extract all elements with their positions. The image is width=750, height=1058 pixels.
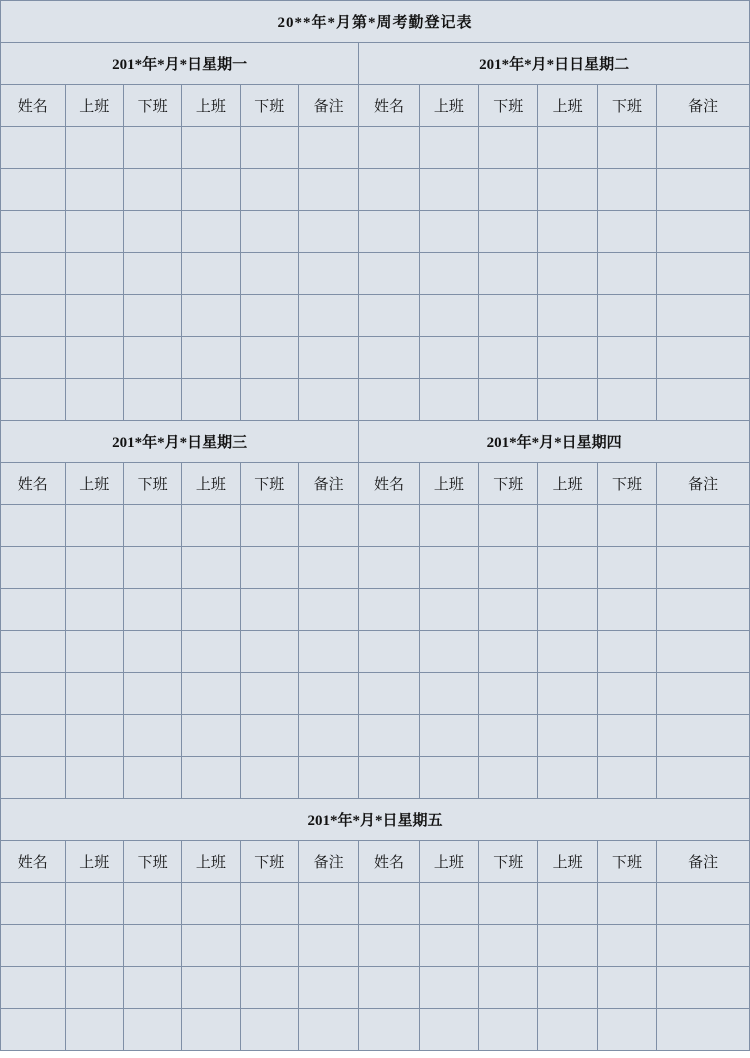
table-body bbox=[1, 1, 750, 1051]
cell-out2[interactable] bbox=[240, 757, 298, 799]
cell-note[interactable] bbox=[657, 757, 750, 799]
cell-name[interactable] bbox=[359, 757, 419, 799]
cell-name[interactable] bbox=[359, 925, 419, 967]
cell-out2[interactable] bbox=[597, 505, 656, 547]
cell-out2[interactable] bbox=[240, 127, 298, 169]
cell-in2[interactable] bbox=[538, 967, 597, 1009]
cell-out2[interactable] bbox=[597, 1009, 656, 1051]
cell-out2[interactable] bbox=[240, 589, 298, 631]
cell-in2[interactable] bbox=[182, 505, 240, 547]
cell-in1[interactable] bbox=[419, 925, 478, 967]
cell-name[interactable] bbox=[1, 673, 66, 715]
cell-in2[interactable] bbox=[182, 127, 240, 169]
cell-in1[interactable] bbox=[419, 211, 478, 253]
cell-note[interactable] bbox=[298, 547, 358, 589]
cell-out1[interactable] bbox=[123, 505, 181, 547]
cell-in1[interactable] bbox=[65, 379, 123, 421]
cell-out2[interactable] bbox=[597, 379, 656, 421]
cell-name[interactable] bbox=[359, 673, 419, 715]
cell-name[interactable] bbox=[359, 547, 419, 589]
cell-note[interactable] bbox=[298, 211, 358, 253]
cell-out2[interactable] bbox=[597, 967, 656, 1009]
table-row[interactable] bbox=[1, 757, 750, 799]
table-row[interactable] bbox=[1, 337, 750, 379]
cell-out1[interactable] bbox=[479, 715, 538, 757]
table-row[interactable] bbox=[1, 925, 750, 967]
col-header-out2-left-3: 下班 bbox=[240, 841, 298, 883]
cell-in2[interactable] bbox=[538, 1009, 597, 1051]
cell-name[interactable] bbox=[1, 547, 66, 589]
cell-in1[interactable] bbox=[65, 127, 123, 169]
cell-in1[interactable] bbox=[419, 715, 478, 757]
table-row[interactable] bbox=[1, 379, 750, 421]
cell-in2[interactable] bbox=[182, 715, 240, 757]
cell-out1[interactable] bbox=[123, 295, 181, 337]
cell-out1[interactable] bbox=[123, 715, 181, 757]
cell-out2[interactable] bbox=[597, 169, 656, 211]
col-header-note-left-1: 备注 bbox=[298, 85, 358, 127]
table-row[interactable] bbox=[1, 715, 750, 757]
cell-in2[interactable] bbox=[538, 127, 597, 169]
cell-note[interactable] bbox=[657, 631, 750, 673]
cell-name[interactable] bbox=[1, 169, 66, 211]
cell-out1[interactable] bbox=[479, 631, 538, 673]
col-header-out1-right-1: 下班 bbox=[479, 85, 538, 127]
cell-name[interactable] bbox=[1, 1009, 66, 1051]
cell-name[interactable] bbox=[1, 967, 66, 1009]
cell-in1[interactable] bbox=[419, 169, 478, 211]
col-header-name-right-1: 姓名 bbox=[359, 85, 419, 127]
cell-note[interactable] bbox=[298, 1009, 358, 1051]
cell-in1[interactable] bbox=[419, 547, 478, 589]
cell-name[interactable] bbox=[1, 379, 66, 421]
cell-note[interactable] bbox=[657, 925, 750, 967]
cell-out1[interactable] bbox=[479, 925, 538, 967]
cell-out2[interactable] bbox=[597, 253, 656, 295]
cell-in1[interactable] bbox=[419, 337, 478, 379]
cell-in2[interactable] bbox=[182, 1009, 240, 1051]
cell-out1[interactable] bbox=[123, 757, 181, 799]
cell-name[interactable] bbox=[359, 589, 419, 631]
cell-name[interactable] bbox=[359, 1009, 419, 1051]
cell-in1[interactable] bbox=[65, 715, 123, 757]
col-header-name-left-2: 姓名 bbox=[1, 463, 66, 505]
cell-in2[interactable] bbox=[182, 169, 240, 211]
cell-in2[interactable] bbox=[538, 715, 597, 757]
cell-in2[interactable] bbox=[538, 631, 597, 673]
cell-in2[interactable] bbox=[182, 589, 240, 631]
cell-out2[interactable] bbox=[240, 883, 298, 925]
cell-out2[interactable] bbox=[240, 631, 298, 673]
cell-out1[interactable] bbox=[123, 1009, 181, 1051]
cell-out2[interactable] bbox=[597, 883, 656, 925]
cell-name[interactable] bbox=[1, 589, 66, 631]
cell-in2[interactable] bbox=[538, 883, 597, 925]
cell-note[interactable] bbox=[298, 757, 358, 799]
cell-in2[interactable] bbox=[182, 211, 240, 253]
cell-name[interactable] bbox=[359, 379, 419, 421]
cell-note[interactable] bbox=[298, 967, 358, 1009]
col-header-out2-left-1: 下班 bbox=[240, 85, 298, 127]
cell-name[interactable] bbox=[359, 169, 419, 211]
cell-in2[interactable] bbox=[538, 169, 597, 211]
cell-name[interactable] bbox=[359, 127, 419, 169]
cell-out2[interactable] bbox=[240, 169, 298, 211]
col-header-name-right-2: 姓名 bbox=[359, 463, 419, 505]
page-title: 20**年*月第*周考勤登记表 bbox=[1, 1, 750, 43]
cell-out1[interactable] bbox=[123, 211, 181, 253]
cell-in1[interactable] bbox=[419, 505, 478, 547]
table-row[interactable] bbox=[1, 505, 750, 547]
cell-out1[interactable] bbox=[123, 337, 181, 379]
cell-in1[interactable] bbox=[65, 505, 123, 547]
cell-out2[interactable] bbox=[240, 967, 298, 1009]
col-header-in1-right-1: 上班 bbox=[419, 85, 478, 127]
cell-in1[interactable] bbox=[65, 631, 123, 673]
cell-out2[interactable] bbox=[240, 211, 298, 253]
cell-out2[interactable] bbox=[597, 757, 656, 799]
cell-in2[interactable] bbox=[538, 589, 597, 631]
cell-in2[interactable] bbox=[538, 673, 597, 715]
table-row[interactable] bbox=[1, 127, 750, 169]
cell-name[interactable] bbox=[359, 211, 419, 253]
table-row[interactable] bbox=[1, 967, 750, 1009]
cell-in1[interactable] bbox=[65, 169, 123, 211]
cell-note[interactable] bbox=[657, 673, 750, 715]
cell-out1[interactable] bbox=[123, 379, 181, 421]
cell-note[interactable] bbox=[298, 925, 358, 967]
cell-in1[interactable] bbox=[419, 1009, 478, 1051]
cell-in1[interactable] bbox=[419, 253, 478, 295]
cell-note[interactable] bbox=[298, 337, 358, 379]
cell-note[interactable] bbox=[298, 715, 358, 757]
cell-out1[interactable] bbox=[123, 169, 181, 211]
cell-out2[interactable] bbox=[240, 379, 298, 421]
cell-out1[interactable] bbox=[479, 337, 538, 379]
cell-in2[interactable] bbox=[538, 253, 597, 295]
day-label-tuesday: 201*年*月*日日星期二 bbox=[359, 43, 750, 85]
cell-name[interactable] bbox=[359, 337, 419, 379]
cell-out1[interactable] bbox=[123, 883, 181, 925]
cell-name[interactable] bbox=[359, 631, 419, 673]
cell-out1[interactable] bbox=[479, 673, 538, 715]
cell-out2[interactable] bbox=[240, 547, 298, 589]
table-row[interactable] bbox=[1, 211, 750, 253]
cell-out2[interactable] bbox=[597, 547, 656, 589]
cell-name[interactable] bbox=[1, 295, 66, 337]
cell-name[interactable] bbox=[1, 505, 66, 547]
cell-out1[interactable] bbox=[479, 253, 538, 295]
cell-in1[interactable] bbox=[419, 673, 478, 715]
cell-in2[interactable] bbox=[182, 295, 240, 337]
cell-in2[interactable] bbox=[538, 925, 597, 967]
table-row[interactable] bbox=[1, 253, 750, 295]
cell-name[interactable] bbox=[1, 127, 66, 169]
day-label-wednesday: 201*年*月*日星期三 bbox=[1, 421, 359, 463]
cell-name[interactable] bbox=[359, 295, 419, 337]
cell-out2[interactable] bbox=[597, 925, 656, 967]
cell-in1[interactable] bbox=[65, 673, 123, 715]
cell-name[interactable] bbox=[359, 715, 419, 757]
cell-note[interactable] bbox=[298, 505, 358, 547]
col-header-in2-left-1: 上班 bbox=[182, 85, 240, 127]
col-header-in1-left-3: 上班 bbox=[65, 841, 123, 883]
cell-in1[interactable] bbox=[65, 1009, 123, 1051]
cell-name[interactable] bbox=[1, 883, 66, 925]
cell-note[interactable] bbox=[657, 379, 750, 421]
cell-note[interactable] bbox=[657, 967, 750, 1009]
col-header-in1-left-2: 上班 bbox=[65, 463, 123, 505]
cell-note[interactable] bbox=[298, 253, 358, 295]
col-header-out2-left-2: 下班 bbox=[240, 463, 298, 505]
title-row bbox=[1, 1, 750, 43]
day-header-row-1 bbox=[1, 43, 750, 85]
col-header-name-left-3: 姓名 bbox=[1, 841, 66, 883]
cell-note[interactable] bbox=[298, 631, 358, 673]
cell-name[interactable] bbox=[1, 337, 66, 379]
cell-out1[interactable] bbox=[123, 631, 181, 673]
cell-in2[interactable] bbox=[182, 883, 240, 925]
cell-in1[interactable] bbox=[65, 967, 123, 1009]
cell-note[interactable] bbox=[657, 883, 750, 925]
cell-out2[interactable] bbox=[240, 673, 298, 715]
cell-out2[interactable] bbox=[597, 631, 656, 673]
cell-in1[interactable] bbox=[65, 295, 123, 337]
cell-in1[interactable] bbox=[419, 883, 478, 925]
day-label-friday: 201*年*月*日星期五 bbox=[1, 799, 750, 841]
cell-note[interactable] bbox=[298, 883, 358, 925]
col-header-in1-right-3: 上班 bbox=[419, 841, 478, 883]
cell-note[interactable] bbox=[298, 589, 358, 631]
day-header-row-3 bbox=[1, 799, 750, 841]
col-header-note-right-1: 备注 bbox=[657, 85, 750, 127]
cell-in2[interactable] bbox=[182, 631, 240, 673]
col-header-in1-left-1: 上班 bbox=[65, 85, 123, 127]
cell-in1[interactable] bbox=[65, 547, 123, 589]
cell-name[interactable] bbox=[359, 253, 419, 295]
cell-out1[interactable] bbox=[479, 169, 538, 211]
cell-in1[interactable] bbox=[65, 253, 123, 295]
cell-out2[interactable] bbox=[240, 925, 298, 967]
col-header-out2-right-1: 下班 bbox=[597, 85, 656, 127]
cell-out1[interactable] bbox=[479, 295, 538, 337]
cell-in1[interactable] bbox=[65, 883, 123, 925]
cell-in1[interactable] bbox=[419, 631, 478, 673]
cell-note[interactable] bbox=[298, 169, 358, 211]
column-header-row-2 bbox=[1, 463, 750, 505]
col-header-in2-right-3: 上班 bbox=[538, 841, 597, 883]
cell-out2[interactable] bbox=[240, 1009, 298, 1051]
cell-in1[interactable] bbox=[65, 757, 123, 799]
cell-note[interactable] bbox=[298, 379, 358, 421]
cell-out2[interactable] bbox=[240, 505, 298, 547]
cell-out2[interactable] bbox=[597, 295, 656, 337]
col-header-out1-right-2: 下班 bbox=[479, 463, 538, 505]
cell-name[interactable] bbox=[359, 883, 419, 925]
cell-out2[interactable] bbox=[240, 295, 298, 337]
cell-name[interactable] bbox=[1, 211, 66, 253]
cell-out1[interactable] bbox=[123, 925, 181, 967]
cell-in2[interactable] bbox=[538, 337, 597, 379]
cell-out1[interactable] bbox=[479, 379, 538, 421]
cell-in2[interactable] bbox=[182, 253, 240, 295]
cell-out1[interactable] bbox=[479, 883, 538, 925]
cell-out1[interactable] bbox=[123, 253, 181, 295]
cell-in1[interactable] bbox=[65, 925, 123, 967]
cell-in2[interactable] bbox=[182, 379, 240, 421]
cell-name[interactable] bbox=[1, 631, 66, 673]
cell-note[interactable] bbox=[657, 337, 750, 379]
table-row[interactable] bbox=[1, 169, 750, 211]
table-row[interactable] bbox=[1, 547, 750, 589]
cell-name[interactable] bbox=[359, 505, 419, 547]
table-row[interactable] bbox=[1, 295, 750, 337]
cell-in2[interactable] bbox=[538, 211, 597, 253]
day-label-monday: 201*年*月*日星期一 bbox=[1, 43, 359, 85]
cell-out1[interactable] bbox=[479, 505, 538, 547]
cell-in2[interactable] bbox=[538, 505, 597, 547]
col-header-in1-right-2: 上班 bbox=[419, 463, 478, 505]
cell-note[interactable] bbox=[657, 589, 750, 631]
cell-name[interactable] bbox=[1, 925, 66, 967]
col-header-out1-left-1: 下班 bbox=[123, 85, 181, 127]
cell-out2[interactable] bbox=[597, 211, 656, 253]
cell-out1[interactable] bbox=[479, 1009, 538, 1051]
col-header-out1-left-2: 下班 bbox=[123, 463, 181, 505]
day-label-thursday: 201*年*月*日星期四 bbox=[359, 421, 750, 463]
cell-note[interactable] bbox=[657, 1009, 750, 1051]
col-header-out2-right-3: 下班 bbox=[597, 841, 656, 883]
cell-in2[interactable] bbox=[182, 673, 240, 715]
cell-out2[interactable] bbox=[597, 715, 656, 757]
cell-note[interactable] bbox=[657, 127, 750, 169]
col-header-note-left-2: 备注 bbox=[298, 463, 358, 505]
cell-note[interactable] bbox=[657, 505, 750, 547]
cell-out1[interactable] bbox=[479, 757, 538, 799]
cell-in2[interactable] bbox=[182, 757, 240, 799]
cell-name[interactable] bbox=[1, 757, 66, 799]
cell-out1[interactable] bbox=[123, 673, 181, 715]
cell-out1[interactable] bbox=[123, 967, 181, 1009]
cell-in2[interactable] bbox=[182, 547, 240, 589]
cell-in2[interactable] bbox=[182, 337, 240, 379]
cell-out1[interactable] bbox=[479, 589, 538, 631]
cell-in1[interactable] bbox=[65, 589, 123, 631]
cell-in1[interactable] bbox=[419, 295, 478, 337]
col-header-out2-right-2: 下班 bbox=[597, 463, 656, 505]
col-header-in2-left-3: 上班 bbox=[182, 841, 240, 883]
cell-name[interactable] bbox=[359, 967, 419, 1009]
col-header-name-left-1: 姓名 bbox=[1, 85, 66, 127]
cell-in1[interactable] bbox=[419, 127, 478, 169]
cell-out1[interactable] bbox=[479, 967, 538, 1009]
cell-note[interactable] bbox=[657, 715, 750, 757]
cell-out2[interactable] bbox=[240, 253, 298, 295]
cell-out2[interactable] bbox=[597, 127, 656, 169]
day-header-row-2 bbox=[1, 421, 750, 463]
cell-note[interactable] bbox=[298, 127, 358, 169]
cell-name[interactable] bbox=[1, 253, 66, 295]
cell-in2[interactable] bbox=[182, 967, 240, 1009]
cell-in1[interactable] bbox=[419, 589, 478, 631]
cell-out2[interactable] bbox=[240, 715, 298, 757]
table-row[interactable] bbox=[1, 673, 750, 715]
table-row[interactable] bbox=[1, 589, 750, 631]
cell-out1[interactable] bbox=[123, 589, 181, 631]
cell-out1[interactable] bbox=[479, 547, 538, 589]
column-header-row-3 bbox=[1, 841, 750, 883]
col-header-name-right-3: 姓名 bbox=[359, 841, 419, 883]
cell-name[interactable] bbox=[1, 715, 66, 757]
cell-note[interactable] bbox=[657, 169, 750, 211]
cell-in2[interactable] bbox=[538, 379, 597, 421]
cell-note[interactable] bbox=[298, 673, 358, 715]
cell-note[interactable] bbox=[298, 295, 358, 337]
table-row[interactable] bbox=[1, 631, 750, 673]
col-header-in2-right-1: 上班 bbox=[538, 85, 597, 127]
cell-in2[interactable] bbox=[538, 547, 597, 589]
cell-in1[interactable] bbox=[65, 337, 123, 379]
col-header-out1-left-3: 下班 bbox=[123, 841, 181, 883]
col-header-out1-right-3: 下班 bbox=[479, 841, 538, 883]
col-header-note-left-3: 备注 bbox=[298, 841, 358, 883]
cell-out2[interactable] bbox=[597, 337, 656, 379]
cell-out1[interactable] bbox=[123, 127, 181, 169]
col-header-in2-left-2: 上班 bbox=[182, 463, 240, 505]
cell-in2[interactable] bbox=[538, 757, 597, 799]
cell-in2[interactable] bbox=[538, 295, 597, 337]
cell-out1[interactable] bbox=[123, 547, 181, 589]
column-header-row-1 bbox=[1, 85, 750, 127]
cell-out2[interactable] bbox=[597, 589, 656, 631]
cell-note[interactable] bbox=[657, 253, 750, 295]
col-header-in2-right-2: 上班 bbox=[538, 463, 597, 505]
table-row[interactable] bbox=[1, 1009, 750, 1051]
col-header-note-right-3: 备注 bbox=[657, 841, 750, 883]
cell-out2[interactable] bbox=[240, 337, 298, 379]
cell-out2[interactable] bbox=[597, 673, 656, 715]
cell-in1[interactable] bbox=[419, 379, 478, 421]
cell-in1[interactable] bbox=[419, 967, 478, 1009]
col-header-note-right-2: 备注 bbox=[657, 463, 750, 505]
cell-note[interactable] bbox=[657, 295, 750, 337]
cell-out1[interactable] bbox=[479, 211, 538, 253]
cell-in1[interactable] bbox=[65, 211, 123, 253]
cell-in2[interactable] bbox=[182, 925, 240, 967]
cell-note[interactable] bbox=[657, 211, 750, 253]
cell-out1[interactable] bbox=[479, 127, 538, 169]
cell-in1[interactable] bbox=[419, 757, 478, 799]
cell-note[interactable] bbox=[657, 547, 750, 589]
table-row[interactable] bbox=[1, 883, 750, 925]
